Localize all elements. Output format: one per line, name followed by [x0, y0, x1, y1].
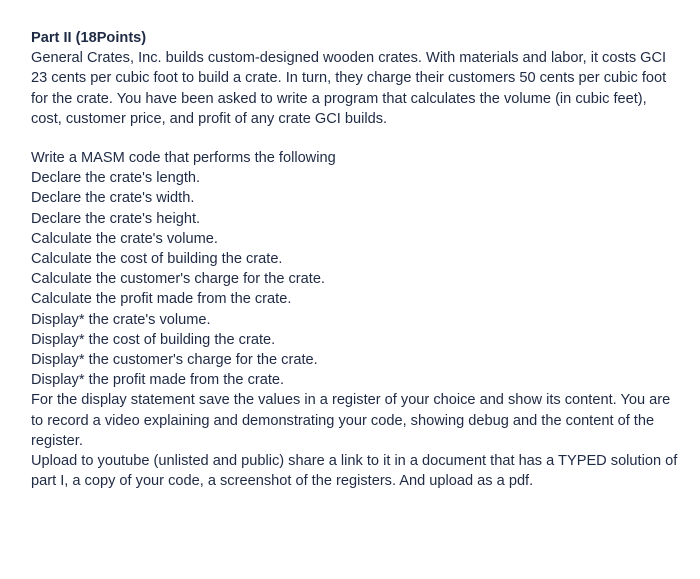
display-note: For the display statement save the values in a register of your choice and show its content. You are to record a video explaining and demonstrating your code, showing debug and the content of the register. — [31, 392, 671, 449]
assignment-document — [31, 28, 681, 491]
step-item: Declare the crate's height. — [31, 210, 201, 227]
step-item: Declare the crate's width. — [31, 190, 195, 207]
step-item: Display* the profit made from the crate. — [31, 372, 285, 389]
step-item: Display* the cost of building the crate. — [31, 331, 276, 348]
step-item: Calculate the profit made from the crate. — [31, 291, 292, 308]
intro-paragraph: General Crates, Inc. builds custom-designed wooden crates. With materials and labor, it costs GCI 23 cents per cubic foot to build a crate. In turn, they charge their customers 50 cents per cubic foot for the crate. You have been asked to write a program that calculates the volume (in cubic feet), cost, customer price, and profit of any crate GCI builds. — [31, 50, 667, 127]
step-item: Declare the crate's length. — [31, 170, 201, 187]
upload-note: Upload to youtube (unlisted and public) share a link to it in a document that has a TYPED solution of part I, a copy of your code, a screenshot of the registers. And upload as a pdf. — [31, 453, 678, 490]
step-item: Calculate the customer's charge for the crate. — [31, 271, 325, 288]
step-item: Display* the customer's charge for the crate. — [31, 352, 318, 369]
section-title: Part II (18Points) — [31, 30, 147, 46]
step-item: Calculate the crate's volume. — [31, 230, 218, 247]
paragraph-gap — [31, 129, 681, 148]
step-item: Display* the crate's volume. — [31, 311, 211, 328]
task-heading: Write a MASM code that performs the following — [31, 150, 336, 167]
step-item: Calculate the cost of building the crate. — [31, 251, 283, 268]
steps-list — [31, 168, 681, 390]
